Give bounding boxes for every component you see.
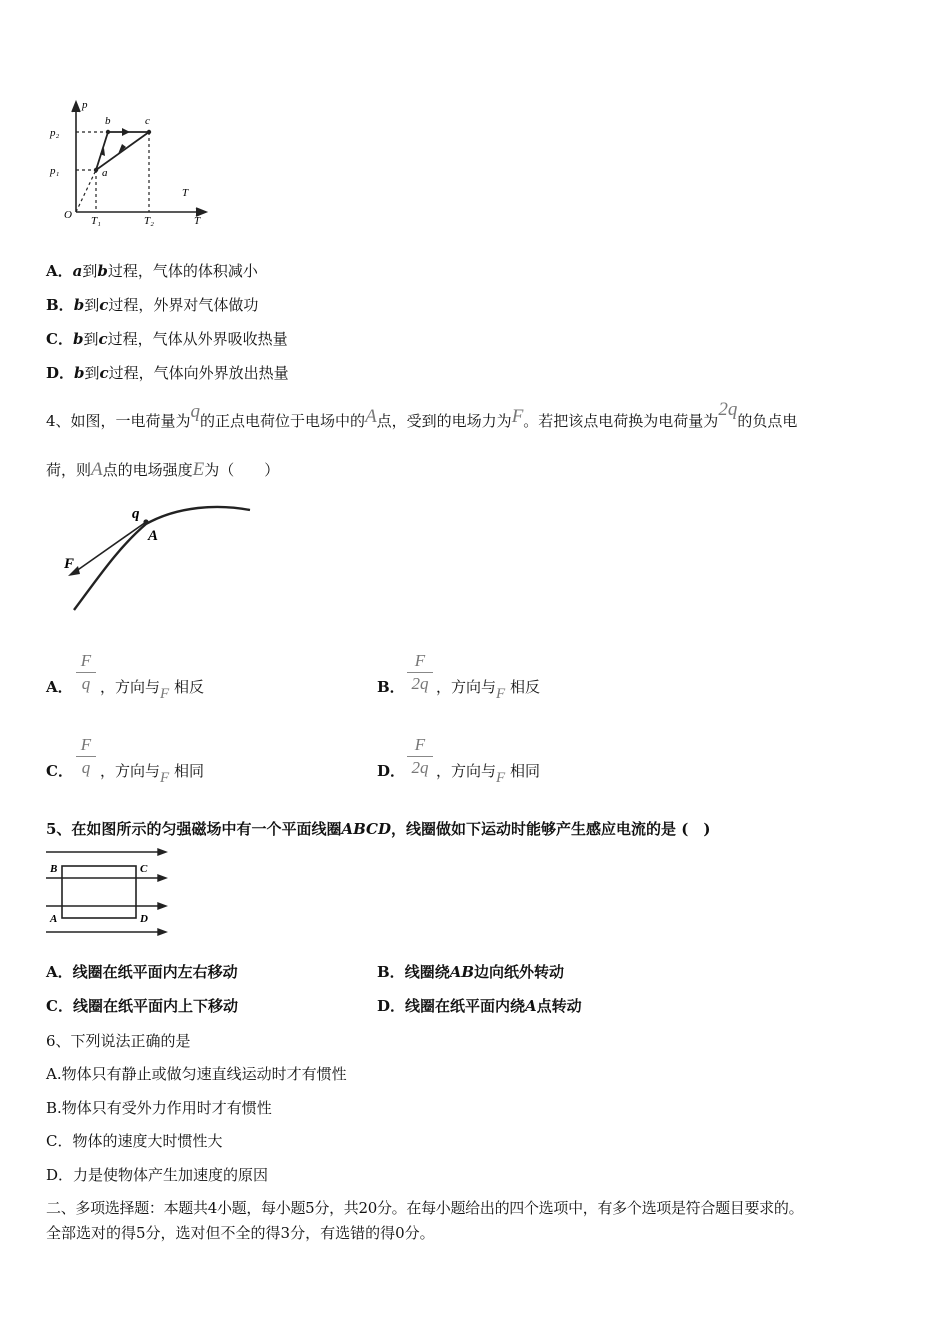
section2-heading-line1: 二、多项选择题：本题共4小题，每小题5分，共20分。在每小题给出的四个选项中，有多个选项是符合题目要求的。 [46,1199,804,1217]
origin-label: O [64,209,72,221]
fraction-f-over-q: F q [74,650,98,695]
q6-option-c[interactable]: C．物体的速度大时惯性大 [46,1132,223,1150]
q5-option-d[interactable]: D．线圈在纸平面内绕A点转动 [377,997,582,1015]
x-axis-label: T [194,215,201,227]
y-axis-label: p [82,99,88,111]
2q-symbol: 2q [718,399,738,420]
p2-label: p₂ [50,127,60,139]
q5-option-c[interactable]: C．线圈在纸平面内上下移动 [46,997,238,1015]
q4-stem-line1: 4、如图，一电荷量为q的正点电荷位于电场中的A点，受到的电场力为F。若把该点电荷换为电荷量为2q的负点电 [46,399,798,430]
q4-stem-line2: 荷，则A点的电场强度E为（ ） [46,459,280,480]
point-c-label: c [145,115,150,127]
q6-option-b[interactable]: B.物体只有受外力作用时才有惯性 [46,1099,272,1117]
p1-label: p₁ [50,165,60,177]
f-symbol: F [511,406,524,427]
extra-t-label: T [182,187,189,199]
e-symbol: E [192,459,205,480]
fraction-f-over-q: F q [74,734,98,779]
charge-label: q [132,506,140,522]
corner-a-label: A [50,913,58,925]
q3-option-d[interactable]: D．b到c过程，气体向外界放出热量 [46,364,289,382]
section2-heading-line2: 全部选对的得5分，选对但不全的得3分，有选错的得0分。 [46,1224,435,1242]
q-symbol: q [190,401,201,422]
corner-b-label: B [50,863,58,875]
q3-option-b[interactable]: B．b到c过程，外界对气体做功 [46,296,259,314]
a-symbol: A [365,406,377,427]
q6-stem: 6、下列说法正确的是 [46,1032,191,1050]
q5-option-b[interactable]: B．线圈绕AB边向纸外转动 [377,963,565,981]
q5-option-a[interactable]: A．线圈在纸平面内左右移动 [46,963,238,981]
point-b-label: b [105,115,111,127]
a-symbol-2: A [91,459,103,480]
corner-c-label: C [140,863,148,875]
q3-option-a[interactable]: A．a到b过程，气体的体积减小 [46,262,258,280]
corner-d-label: D [140,913,148,925]
fraction-f-over-2q: F 2q [405,650,435,695]
t1-label: T₁ [91,215,101,227]
point-a-label: a [102,167,108,179]
q5-stem: 5、在如图所示的匀强磁场中有一个平面线圈ABCD，线圈做如下运动时能够产生感应电流的是 ( ) [46,820,711,838]
t2-label: T₂ [144,215,154,227]
fraction-f-over-2q: F 2q [405,734,435,779]
force-label: F [64,556,75,572]
q3-option-c[interactable]: C．b到c过程，气体从外界吸收热量 [46,330,288,348]
field-line-figure [58,498,258,616]
q6-option-a[interactable]: A.物体只有静止或做匀速直线运动时才有惯性 [46,1065,347,1083]
point-a-label: A [148,528,159,544]
q6-option-d[interactable]: D．力是使物体产生加速度的原因 [46,1166,269,1184]
pt-graph-figure [44,92,224,232]
magnetic-field-coil-figure [44,848,170,938]
